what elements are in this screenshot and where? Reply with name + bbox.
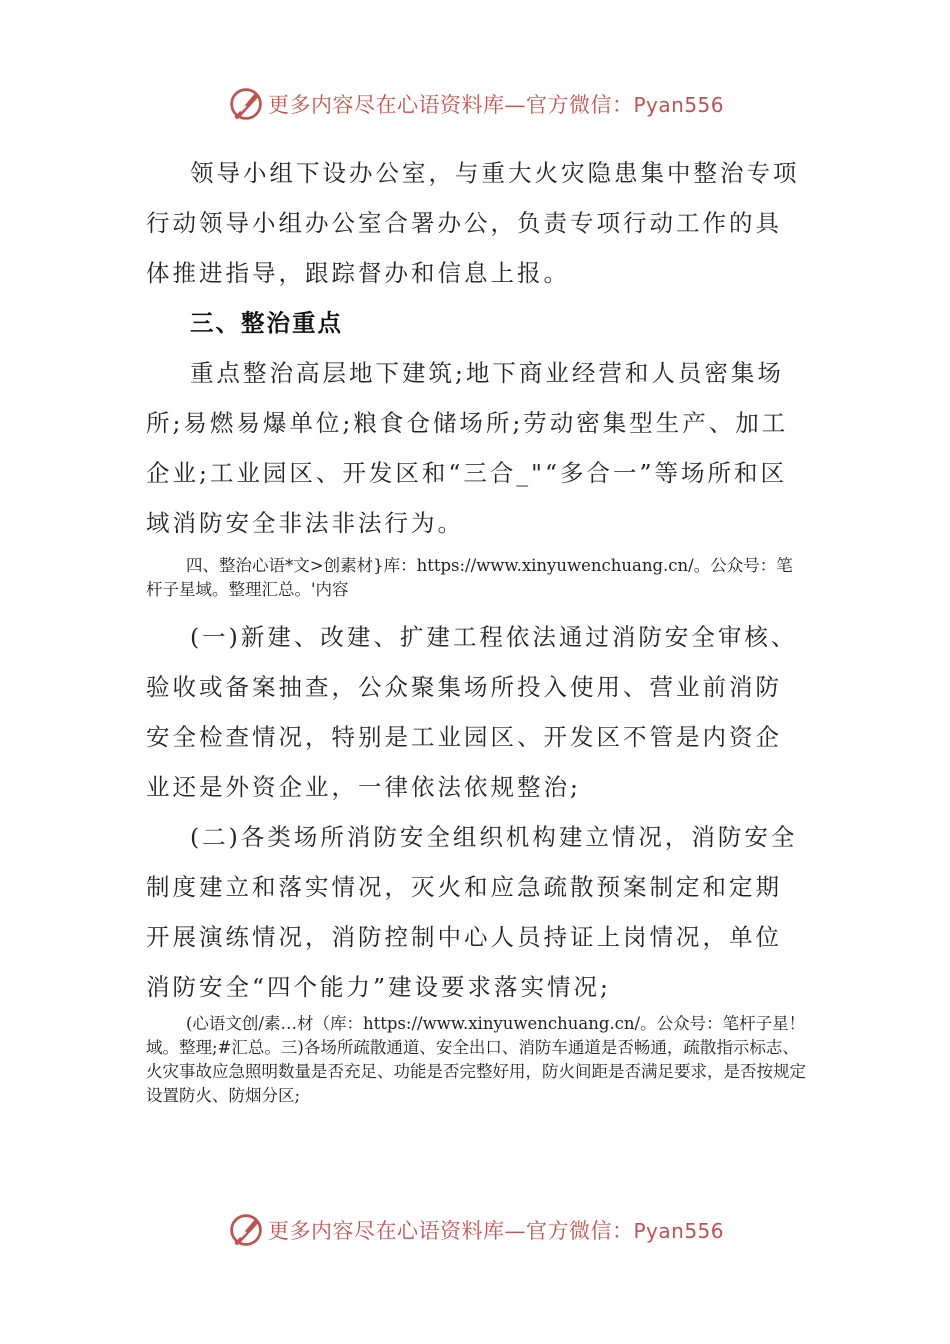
quill-pen-logo-icon bbox=[228, 1212, 264, 1248]
footer-banner bbox=[228, 1210, 724, 1250]
paragraph-focus: 重点整治高层地下建筑;地下商业经营和人员密集场所;易燃易爆单位;粮食仓储场所;劳动密集型生产、加工企业;工业园区、开发区和“三合_"“多合一”等场所和区域消防安全非法非法行为。 bbox=[146, 359, 789, 537]
paragraph-item-2: (二)各类场所消防安全组织机构建立情况，消防安全制度建立和落实情况，灭火和应急疏散预案制定和定期开展演练情况，消防控制中心人员持证上岗情况，单位消防安全“四个能力”建设要求落实情况; bbox=[146, 823, 798, 1001]
paragraph-item-1: (一)新建、改建、扩建工程依法通过消防安全审核、验收或备案抽查，公众聚集场所投入使用、营业前消防安全检查情况，特别是工业园区、开发区不管是内资企业还是外资企业，一律依法依规整治; bbox=[146, 623, 798, 801]
banner-text: 更多内容尽在心语资料库—官方微信：Pyan556 bbox=[268, 1219, 725, 1243]
banner-text: 更多内容尽在心语资料库—官方微信：Pyan556 bbox=[268, 93, 725, 117]
watermark-paragraph-1: 四、整治心语*文>创素材}库：https://www.xinyuwenchuang.cn/。公众号：笔杆子星域。整理汇总。'内容 bbox=[146, 556, 793, 599]
wechat-id: Pyan556 bbox=[633, 93, 725, 117]
body-block-1 bbox=[146, 148, 806, 548]
wechat-id: Pyan556 bbox=[633, 1219, 725, 1243]
body-block-3 bbox=[146, 1012, 806, 1108]
body-block-2 bbox=[146, 554, 806, 1012]
header-banner bbox=[228, 84, 724, 124]
watermark-paragraph-2: (心语文创/素…材（库：https://www.xinyuwenchuang.cn/。公众号：笔杆子星！域。整理;#汇总。三)各场所疏散通道、安全出口、消防车通道是否畅通，疏散指示标志、火灾事故应急照明数量是否充足、功能是否完整好用，防火间距是否满足要求，是否按规定设置防火、防烟分区; bbox=[146, 1014, 806, 1105]
section-heading-3: 三、整治重点 bbox=[190, 309, 343, 337]
paragraph-office: 领导小组下设办公室，与重大火灾隐患集中整治专项行动领导小组办公室合署办公，负责专项行动工作的具体推进指导，跟踪督办和信息上报。 bbox=[146, 159, 800, 287]
quill-pen-logo-icon bbox=[228, 86, 264, 122]
